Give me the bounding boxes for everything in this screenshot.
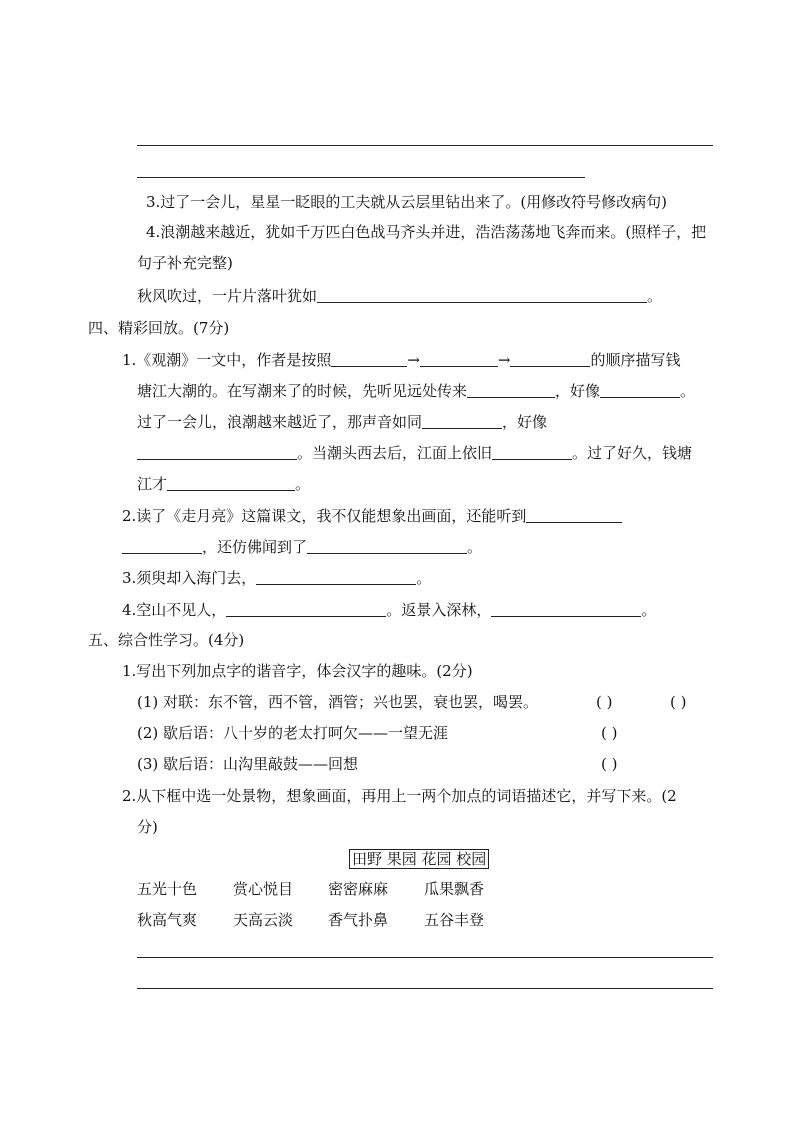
word-item: 密密麻麻 bbox=[328, 880, 389, 898]
question-4-line2: 句子补充完整) bbox=[137, 254, 233, 272]
question-3: 3.过了一会儿，星星一眨眼的工夫就从云层里钻出来了。(用修改符号修改病句) bbox=[146, 193, 668, 211]
s4q1-blank-3[interactable] bbox=[510, 350, 590, 367]
s4q4-text-c: 。 bbox=[641, 601, 657, 619]
s4q1-l4-text-b: 。过了好久，钱塘 bbox=[572, 444, 693, 462]
s4q1-text: 1.《观潮》一文中，作者是按照 bbox=[122, 351, 332, 369]
s5-q1-item1-answer-a[interactable]: ( ) bbox=[596, 693, 613, 711]
question-4-line3 bbox=[137, 286, 662, 306]
word-item: 五谷丰登 bbox=[424, 911, 485, 929]
s5-q1-item3: (3) 歇后语：山沟里敲鼓——回想 bbox=[137, 755, 359, 773]
s4q2-l2-text-b: 。 bbox=[467, 538, 483, 556]
s4-q1-line2 bbox=[137, 381, 695, 401]
answer-line-2[interactable] bbox=[137, 177, 585, 178]
answer-line-4[interactable] bbox=[137, 988, 713, 989]
s4-q2-line2 bbox=[122, 537, 482, 557]
arrow-icon: → bbox=[407, 351, 420, 369]
s4q3-blank[interactable] bbox=[256, 568, 416, 585]
s4q1-l2-text-c: 。 bbox=[680, 382, 696, 400]
s4q1-blank-6[interactable] bbox=[422, 412, 502, 429]
section-4-title: 四、精彩回放。(7分) bbox=[88, 319, 230, 337]
s5-q1-item1-answer-b[interactable]: ( ) bbox=[670, 693, 687, 711]
s5-q2-line2: 分) bbox=[137, 818, 158, 836]
s4q4-text: 4.空山不见人， bbox=[122, 601, 227, 619]
s4q1-l3-text-b: ，好像 bbox=[502, 413, 548, 431]
s4q1-l2-text-b: ，好像 bbox=[555, 382, 601, 400]
s4q1-blank-1[interactable] bbox=[331, 350, 407, 367]
s4-q2-line1 bbox=[122, 506, 622, 526]
word-item: 瓜果飘香 bbox=[424, 880, 485, 898]
s4q2-blank-1[interactable] bbox=[526, 506, 622, 523]
s4q1-l5-text: 江才 bbox=[137, 475, 168, 493]
s4q2-blank-2[interactable] bbox=[122, 537, 202, 554]
s4q1-l2-text: 塘江大潮的。在写潮来了的时候，先听见远处传来 bbox=[137, 382, 468, 400]
s4q4-blank-2[interactable] bbox=[491, 600, 641, 617]
s4q1-text-end: 的顺序描写钱 bbox=[590, 351, 681, 369]
section-5-title: 五、综合性学习。(4分) bbox=[88, 631, 245, 649]
scenery-option-box: 田野 果园 花园 校园 bbox=[349, 849, 489, 869]
s5-q1: 1.写出下列加点字的谐音字，体会汉字的趣味。(2分) bbox=[122, 662, 473, 680]
question-4-line1: 4.浪潮越来越近，犹如千万匹白色战马齐头并进，浩浩荡荡地飞奔而来。(照样子，把 bbox=[146, 223, 707, 241]
s5-q1-item1: (1) 对联：东不管，西不管，酒管；兴也罢，衰也罢，喝罢。 bbox=[137, 693, 539, 711]
s4q3-text-b: 。 bbox=[416, 569, 432, 587]
s5-q1-item2: (2) 歇后语：八十岁的老太打呵欠——一望无涯 bbox=[137, 724, 449, 742]
s4q2-text: 2.读了《走月亮》这篇课文，我不仅能想象出画面，还能听到 bbox=[122, 507, 527, 525]
s4q1-blank-2[interactable] bbox=[420, 350, 498, 367]
s4-q1-line1 bbox=[122, 350, 681, 370]
q4-suffix: 。 bbox=[647, 287, 663, 305]
answer-line-1[interactable] bbox=[137, 145, 713, 146]
s4q2-l2-text: ，还仿佛闻到了 bbox=[202, 538, 308, 556]
word-item: 五光十色 bbox=[137, 880, 198, 898]
s4q1-blank-4[interactable] bbox=[467, 381, 555, 398]
s4-q1-line3 bbox=[137, 412, 547, 432]
s4q1-blank-9[interactable] bbox=[167, 474, 295, 491]
arrow-icon: → bbox=[497, 351, 511, 369]
word-item: 香气扑鼻 bbox=[328, 911, 389, 929]
s4q1-blank-5[interactable] bbox=[600, 381, 680, 398]
s4-q1-line5 bbox=[137, 474, 310, 494]
s5-q1-item2-answer[interactable]: ( ) bbox=[601, 724, 618, 742]
word-item: 天高云淡 bbox=[233, 911, 294, 929]
s4q4-blank-1[interactable] bbox=[226, 600, 386, 617]
s4q1-l3-text: 过了一会儿，浪潮越来越近了，那声音如同 bbox=[137, 413, 423, 431]
s4q1-l4-text: 。当潮头西去后，江面上依旧 bbox=[297, 444, 493, 462]
s4q4-text-b: 。返景入深林， bbox=[386, 601, 492, 619]
s4q1-blank-8[interactable] bbox=[492, 443, 572, 460]
s5-q2-line1: 2.从下框中选一处景物，想象画面，再用上一两个加点的词语描述它，并写下来。(2 bbox=[122, 787, 677, 805]
s4q1-l5-text-b: 。 bbox=[295, 475, 311, 493]
s4q2-blank-3[interactable] bbox=[307, 537, 467, 554]
word-item: 秋高气爽 bbox=[137, 911, 198, 929]
s5-q1-item3-answer[interactable]: ( ) bbox=[601, 755, 618, 773]
answer-line-3[interactable] bbox=[137, 957, 713, 958]
q4-prefix: 秋风吹过，一片片落叶犹如 bbox=[137, 287, 318, 305]
s4q3-text: 3.须臾却入海门去， bbox=[122, 569, 257, 587]
word-item: 赏心悦目 bbox=[233, 880, 294, 898]
q4-blank[interactable] bbox=[317, 286, 647, 303]
s4-q3 bbox=[122, 568, 431, 588]
s4-q1-line4 bbox=[137, 443, 692, 463]
s4q1-blank-7[interactable] bbox=[137, 443, 297, 460]
s4-q4 bbox=[122, 600, 656, 620]
